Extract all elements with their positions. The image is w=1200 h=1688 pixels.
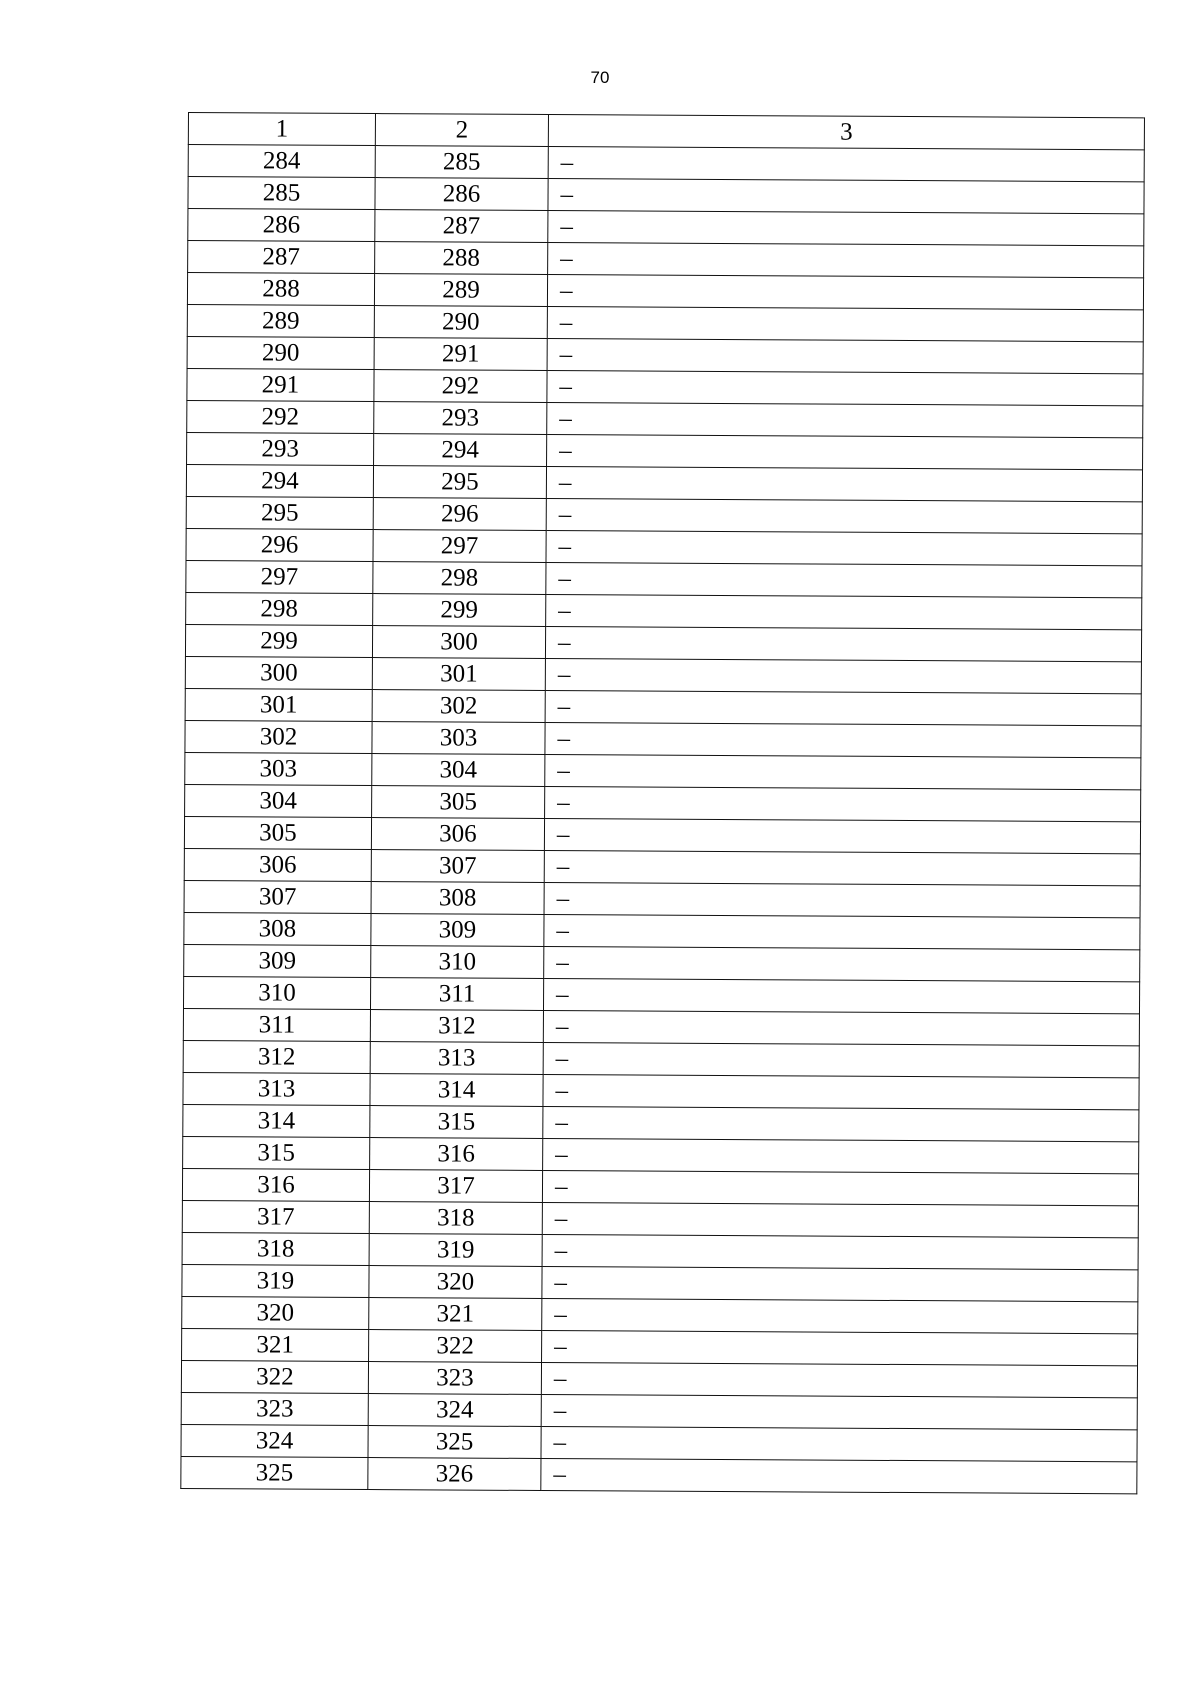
row-col1-cell: 296 [186,528,373,561]
row-col2-cell: 297 [373,530,546,563]
row-col1-cell: 299 [185,624,372,657]
table-row [183,1072,1139,1109]
row-col3-cell: – [546,499,1142,534]
row-col2-cell: 308 [371,882,544,915]
row-col3-cell: – [548,147,1144,182]
table-row [183,1136,1139,1173]
row-col3-cell: – [544,915,1140,950]
row-col2-cell: 291 [374,338,547,371]
row-col1-cell: 312 [183,1040,370,1073]
row-col1-cell: 321 [182,1328,369,1361]
row-col3-cell: – [545,691,1141,726]
table-row [186,528,1142,565]
row-col2-cell: 300 [372,626,545,659]
row-col3-cell: – [547,307,1143,342]
row-col3-cell: – [547,275,1143,310]
row-col1-cell: 286 [188,209,375,242]
row-col1-cell: 293 [187,432,374,465]
page-number: 70 [590,68,610,87]
data-table [180,112,1145,1494]
table-row [187,400,1143,437]
row-col3-cell: – [545,755,1141,790]
row-col3-cell: – [542,1234,1138,1269]
row-col2-cell: 296 [373,498,546,531]
row-col1-cell: 311 [183,1008,370,1041]
table-row [182,1264,1138,1301]
row-col3-cell: – [548,243,1144,278]
row-col1-cell: 298 [186,592,373,625]
row-col3-cell: – [548,179,1144,214]
row-col3-cell: – [542,1330,1138,1365]
row-col1-cell: 297 [186,560,373,593]
row-col3-cell: – [543,1074,1139,1109]
row-col1-cell: 302 [185,720,372,753]
row-col1-cell: 285 [188,177,375,210]
table-container [180,112,1144,1494]
row-col3-cell: – [542,1266,1138,1301]
table-row [182,1232,1138,1269]
row-col3-cell: – [547,339,1143,374]
row-col2-cell: 295 [373,466,546,499]
table-row [184,912,1140,949]
row-col2-cell: 312 [370,1010,543,1043]
row-col3-cell: – [544,819,1140,854]
row-col1-cell: 290 [187,336,374,369]
table-row [184,816,1140,853]
row-col3-cell: – [543,1106,1139,1141]
row-col2-cell: 286 [375,178,548,211]
row-col2-cell: 310 [371,946,544,979]
row-col2-cell: 304 [372,754,545,787]
row-col2-cell: 288 [375,242,548,275]
row-col1-cell: 314 [183,1104,370,1137]
row-col1-cell: 315 [183,1136,370,1169]
table-row [183,1040,1139,1077]
row-col3-cell: – [544,947,1140,982]
row-col2-cell: 307 [371,850,544,883]
row-col2-cell: 326 [368,1458,541,1491]
row-col1-cell: 307 [184,880,371,913]
row-col2-cell: 305 [372,786,545,819]
row-col2-cell: 293 [374,402,547,435]
row-col1-cell: 320 [182,1296,369,1329]
table-row [185,688,1141,725]
row-col1-cell: 294 [186,464,373,497]
row-col3-cell: – [541,1426,1137,1461]
row-col1-cell: 287 [188,241,375,274]
table-row [186,592,1142,629]
row-col3-cell: – [545,723,1141,758]
row-col2-cell: 294 [374,434,547,467]
row-col1-cell: 304 [185,784,372,817]
row-col1-cell: 284 [188,145,375,178]
row-col3-cell: – [547,435,1143,470]
table-row [186,560,1142,597]
table-row [182,1328,1138,1365]
table-row [186,496,1142,533]
row-col2-cell: 319 [369,1234,542,1267]
column-header-1: 1 [188,113,375,146]
row-col2-cell: 320 [369,1266,542,1299]
row-col1-cell: 291 [187,368,374,401]
column-header-2: 2 [375,114,548,147]
row-col1-cell: 316 [182,1168,369,1201]
row-col2-cell: 325 [368,1426,541,1459]
row-col2-cell: 313 [370,1042,543,1075]
table-row [187,368,1143,405]
table-row [185,784,1141,821]
row-col2-cell: 301 [372,658,545,691]
row-col2-cell: 309 [371,914,544,947]
row-col2-cell: 290 [374,306,547,339]
row-col3-cell: – [542,1170,1138,1205]
row-col3-cell: – [541,1362,1137,1397]
row-col3-cell: – [547,403,1143,438]
row-col1-cell: 325 [181,1456,368,1489]
table-row [188,241,1144,278]
row-col1-cell: 323 [181,1392,368,1425]
column-header-3: 3 [548,115,1144,150]
row-col3-cell: – [542,1298,1138,1333]
row-col2-cell: 311 [370,978,543,1011]
row-col2-cell: 324 [368,1394,541,1427]
table-row [183,1008,1139,1045]
table-row [183,976,1139,1013]
table-row [182,1168,1138,1205]
table-row [182,1200,1138,1237]
row-col3-cell: – [544,851,1140,886]
table-row [188,145,1144,182]
row-col1-cell: 308 [184,912,371,945]
row-col1-cell: 289 [187,304,374,337]
row-col2-cell: 315 [370,1106,543,1139]
table-row [188,177,1144,214]
row-col2-cell: 323 [368,1362,541,1395]
row-col3-cell: – [542,1202,1138,1237]
table-row [185,656,1141,693]
row-col1-cell: 309 [184,944,371,977]
row-col2-cell: 302 [372,690,545,723]
row-col2-cell: 318 [369,1202,542,1235]
row-col1-cell: 324 [181,1424,368,1457]
table-row [186,464,1142,501]
row-col1-cell: 306 [184,848,371,881]
row-col2-cell: 285 [375,146,548,179]
row-col3-cell: – [548,211,1144,246]
row-col1-cell: 318 [182,1232,369,1265]
row-col3-cell: – [545,787,1141,822]
row-col1-cell: 303 [185,752,372,785]
row-col2-cell: 306 [371,818,544,851]
table-row [184,880,1140,917]
row-col1-cell: 319 [182,1264,369,1297]
row-col1-cell: 288 [187,273,374,306]
row-col1-cell: 295 [186,496,373,529]
row-col2-cell: 299 [373,594,546,627]
row-col2-cell: 303 [372,722,545,755]
row-col3-cell: – [546,531,1142,566]
table-row [181,1456,1137,1493]
row-col2-cell: 322 [369,1330,542,1363]
row-col3-cell: – [543,1010,1139,1045]
row-col3-cell: – [543,1042,1139,1077]
row-col3-cell: – [545,627,1141,662]
table-row [181,1424,1137,1461]
row-col3-cell: – [546,467,1142,502]
table-body [181,113,1145,1494]
row-col3-cell: – [543,1138,1139,1173]
row-col3-cell: – [541,1394,1137,1429]
row-col3-cell: – [545,659,1141,694]
table-row [187,273,1143,310]
row-col1-cell: 300 [185,656,372,689]
row-col3-cell: – [547,371,1143,406]
table-row [185,624,1141,661]
row-col1-cell: 313 [183,1072,370,1105]
table-header-row [188,113,1144,150]
table-row [181,1392,1137,1429]
table-row [187,432,1143,469]
table-row [182,1296,1138,1333]
row-col3-cell: – [541,1458,1137,1493]
table-row [184,944,1140,981]
row-col2-cell: 316 [370,1138,543,1171]
row-col3-cell: – [546,595,1142,630]
row-col2-cell: 298 [373,562,546,595]
table-row [185,720,1141,757]
row-col3-cell: – [544,883,1140,918]
row-col2-cell: 289 [374,274,547,307]
row-col1-cell: 301 [185,688,372,721]
row-col2-cell: 292 [374,370,547,403]
row-col1-cell: 310 [183,976,370,1009]
row-col2-cell: 287 [375,210,548,243]
table-row [188,209,1144,246]
table-row [185,752,1141,789]
row-col3-cell: – [543,978,1139,1013]
row-col2-cell: 317 [369,1170,542,1203]
row-col2-cell: 314 [370,1074,543,1107]
table-row [181,1360,1137,1397]
row-col1-cell: 322 [181,1360,368,1393]
row-col1-cell: 305 [184,816,371,849]
table-row [187,336,1143,373]
row-col2-cell: 321 [369,1298,542,1331]
table-row [183,1104,1139,1141]
row-col1-cell: 317 [182,1200,369,1233]
table-row [187,304,1143,341]
row-col1-cell: 292 [187,400,374,433]
table-row [184,848,1140,885]
row-col3-cell: – [546,563,1142,598]
